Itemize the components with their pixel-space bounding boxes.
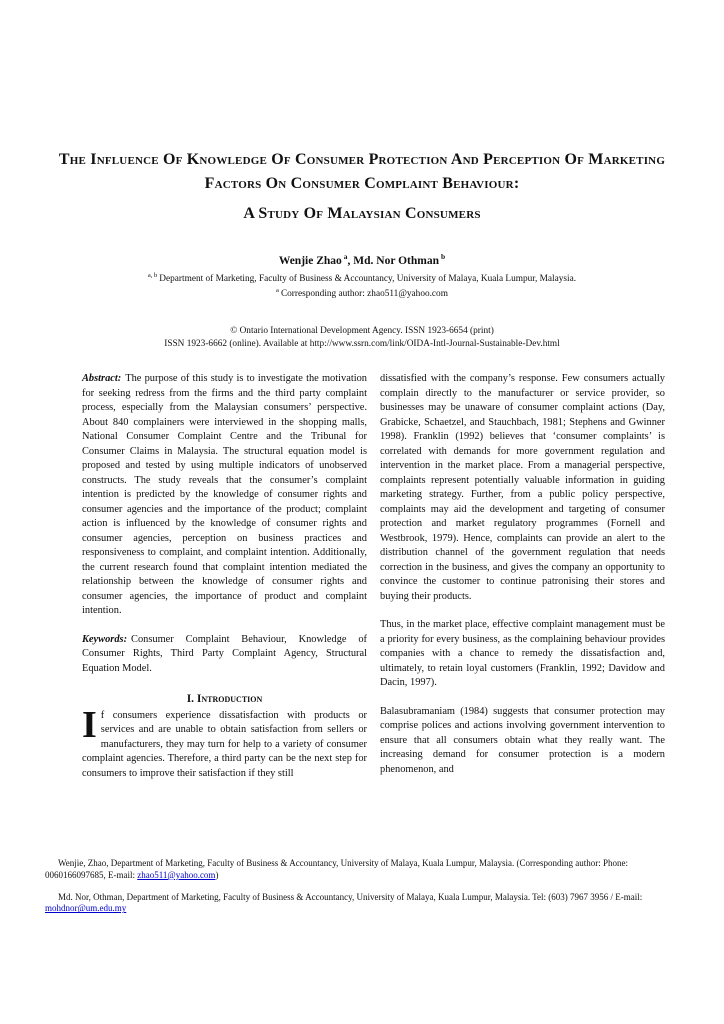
affiliation-line xyxy=(0,270,724,286)
footnote-1-text: Wenjie, Zhao, Department of Marketing, Faculty of Business & Accountancy, University of Malaya, Kuala Lumpur, Malaysia. (Corresponding author: Phone: 0060166097685, E-mail: xyxy=(45,858,628,880)
footnote-1-email-link[interactable]: zhao511@yahoo.com xyxy=(137,869,216,880)
footnote-1 xyxy=(45,858,690,882)
corresponding-text: Corresponding author: zhao511@yahoo.com xyxy=(280,289,448,300)
drop-cap: I xyxy=(82,703,97,746)
affiliation-superscript: a, b xyxy=(147,271,158,279)
corresponding-author-line xyxy=(0,285,724,301)
author-2: Md. Nor Othman xyxy=(353,254,439,267)
author-1-superscript: a xyxy=(343,252,348,261)
keywords-label: Keywords: xyxy=(82,633,128,645)
publisher-block xyxy=(0,325,724,350)
publisher-line-2: ISSN 1923-6662 (online). Available at http://www.ssrn.com/link/OIDA-Intl-Journal-Sustainable-Dev.html xyxy=(164,338,560,349)
abstract-paragraph xyxy=(82,372,367,619)
body-paragraph-1: dissatisfied with the company’s response. Few consumers actually complain directly to the manufacturer or service provider, so businesses may be unaware of consumer complaint actions (Day, Grabicke, Schaetzel, and Stauchbach, 1981; Stephens and Gwinner 1998). Franklin (1992) believes that ‘consumer complaints’ is correlated with demands for more government regulation and intervention in the market place. From a managerial perspective, complaints represent potentially valuable information in guiding marketing strategy. Further, from a public policy perspective, complaints may aid the development and targeting of consumer protection and market regulatory programmes (Fornell and Westbrook, 1979). Hence, complaints can provide an alert to the distribution channel of the government regulation that needs correction in the business, and gives the company an opportunity to convince the customer to continue patronising their stores and buying their products. xyxy=(380,373,665,602)
left-column xyxy=(82,372,367,795)
paper-subtitle: A Study Of Malaysian Consumers xyxy=(243,205,481,222)
abstract-text: The purpose of this study is to investigate the motivation for seeking redress from the firms and the third party complaint process, especially from the Malaysian consumers’ perspective. About 840 complainers were interviewed in the shopping malls, National Consumer Complaint Centre and the Tribunal for Consumer Claims in Malaysia. The structural equation model is proposed and tested by using multiple indicators of unobserved constructs. The study reveals that the consumer’s complaint intention is predicted by the knowledge of consumer rights and consumer agencies and the importance of the product; complaint action is influenced by the knowledge of consumer rights and consumer agencies, perception on business practices and responsiveness to complaint, and complaint intention. Additionally, the current research found that complaint intention mediated the relationship between the knowledge of consumer rights and consumer agencies, the importance of product and complaint intention. xyxy=(82,373,367,617)
footnote-2-text: Md. Nor, Othman, Department of Marketing, Faculty of Business & Accountancy, University of Malaya, Kuala Lumpur, Malaysia. Tel: (603) 7967 3956 / E-mail: xyxy=(58,891,643,902)
body-columns xyxy=(0,372,724,795)
body-paragraph-3: Balasubramaniam (1984) suggests that consumer protection may comprise polices and actions involving government intervention to ensure that all consumers obtain what they really want. The increasing demand for consumer protection is a modern phenomenon, and xyxy=(380,705,665,775)
footnotes-block xyxy=(45,858,690,925)
right-column xyxy=(380,372,665,795)
affiliation-block xyxy=(0,270,724,301)
introduction-paragraph xyxy=(82,703,367,782)
publisher-line-1: © Ontario International Development Agency. ISSN 1923-6654 (print) xyxy=(230,326,494,337)
author-separator: , xyxy=(347,254,354,267)
authors-line xyxy=(0,252,724,267)
abstract-label: Abstract: xyxy=(82,373,122,385)
footnote-1-closing: ) xyxy=(215,869,219,880)
corresponding-superscript: a xyxy=(276,287,279,295)
affiliation-text: Department of Marketing, Faculty of Business & Accountancy, University of Malaya, Kuala Lumpur, Malaysia. xyxy=(159,273,577,284)
keywords-text: Consumer Complaint Behaviour, Knowledge of Consumer Rights, Third Party Complaint Agency, Structural Equation Model. xyxy=(82,633,367,674)
introduction-text: f consumers experience dissatisfaction with products or services and are unable to obtain satisfaction from sellers or manufacturers, they may turn for help to a variety of consumer complaint agencies. Therefore, a third party can be the next step for consumers to improve their satisfaction if they still xyxy=(82,709,367,779)
paper-title: The Influence Of Knowledge Of Consumer Protection And Perception Of Marketing Factors On Consumer Complaint Behaviour: xyxy=(58,151,666,192)
title-block xyxy=(0,0,724,226)
author-1: Wenjie Zhao xyxy=(278,254,342,267)
keywords-paragraph xyxy=(82,633,367,677)
author-2-superscript: b xyxy=(441,252,446,261)
introduction-heading: I. Introduction xyxy=(186,693,263,706)
footnote-2 xyxy=(45,892,690,916)
body-paragraph-2: Thus, in the market place, effective complaint management must be a priority for every business, as the complaining behaviour provides companies with a chance to remedy the dissatisfaction and, ultimately, to retain loyal customers (Franklin, 1992; Davidow and Dacin, 1997). xyxy=(380,619,665,689)
footnote-2-email-link[interactable]: mohdnor@um.edu.my xyxy=(45,903,127,914)
